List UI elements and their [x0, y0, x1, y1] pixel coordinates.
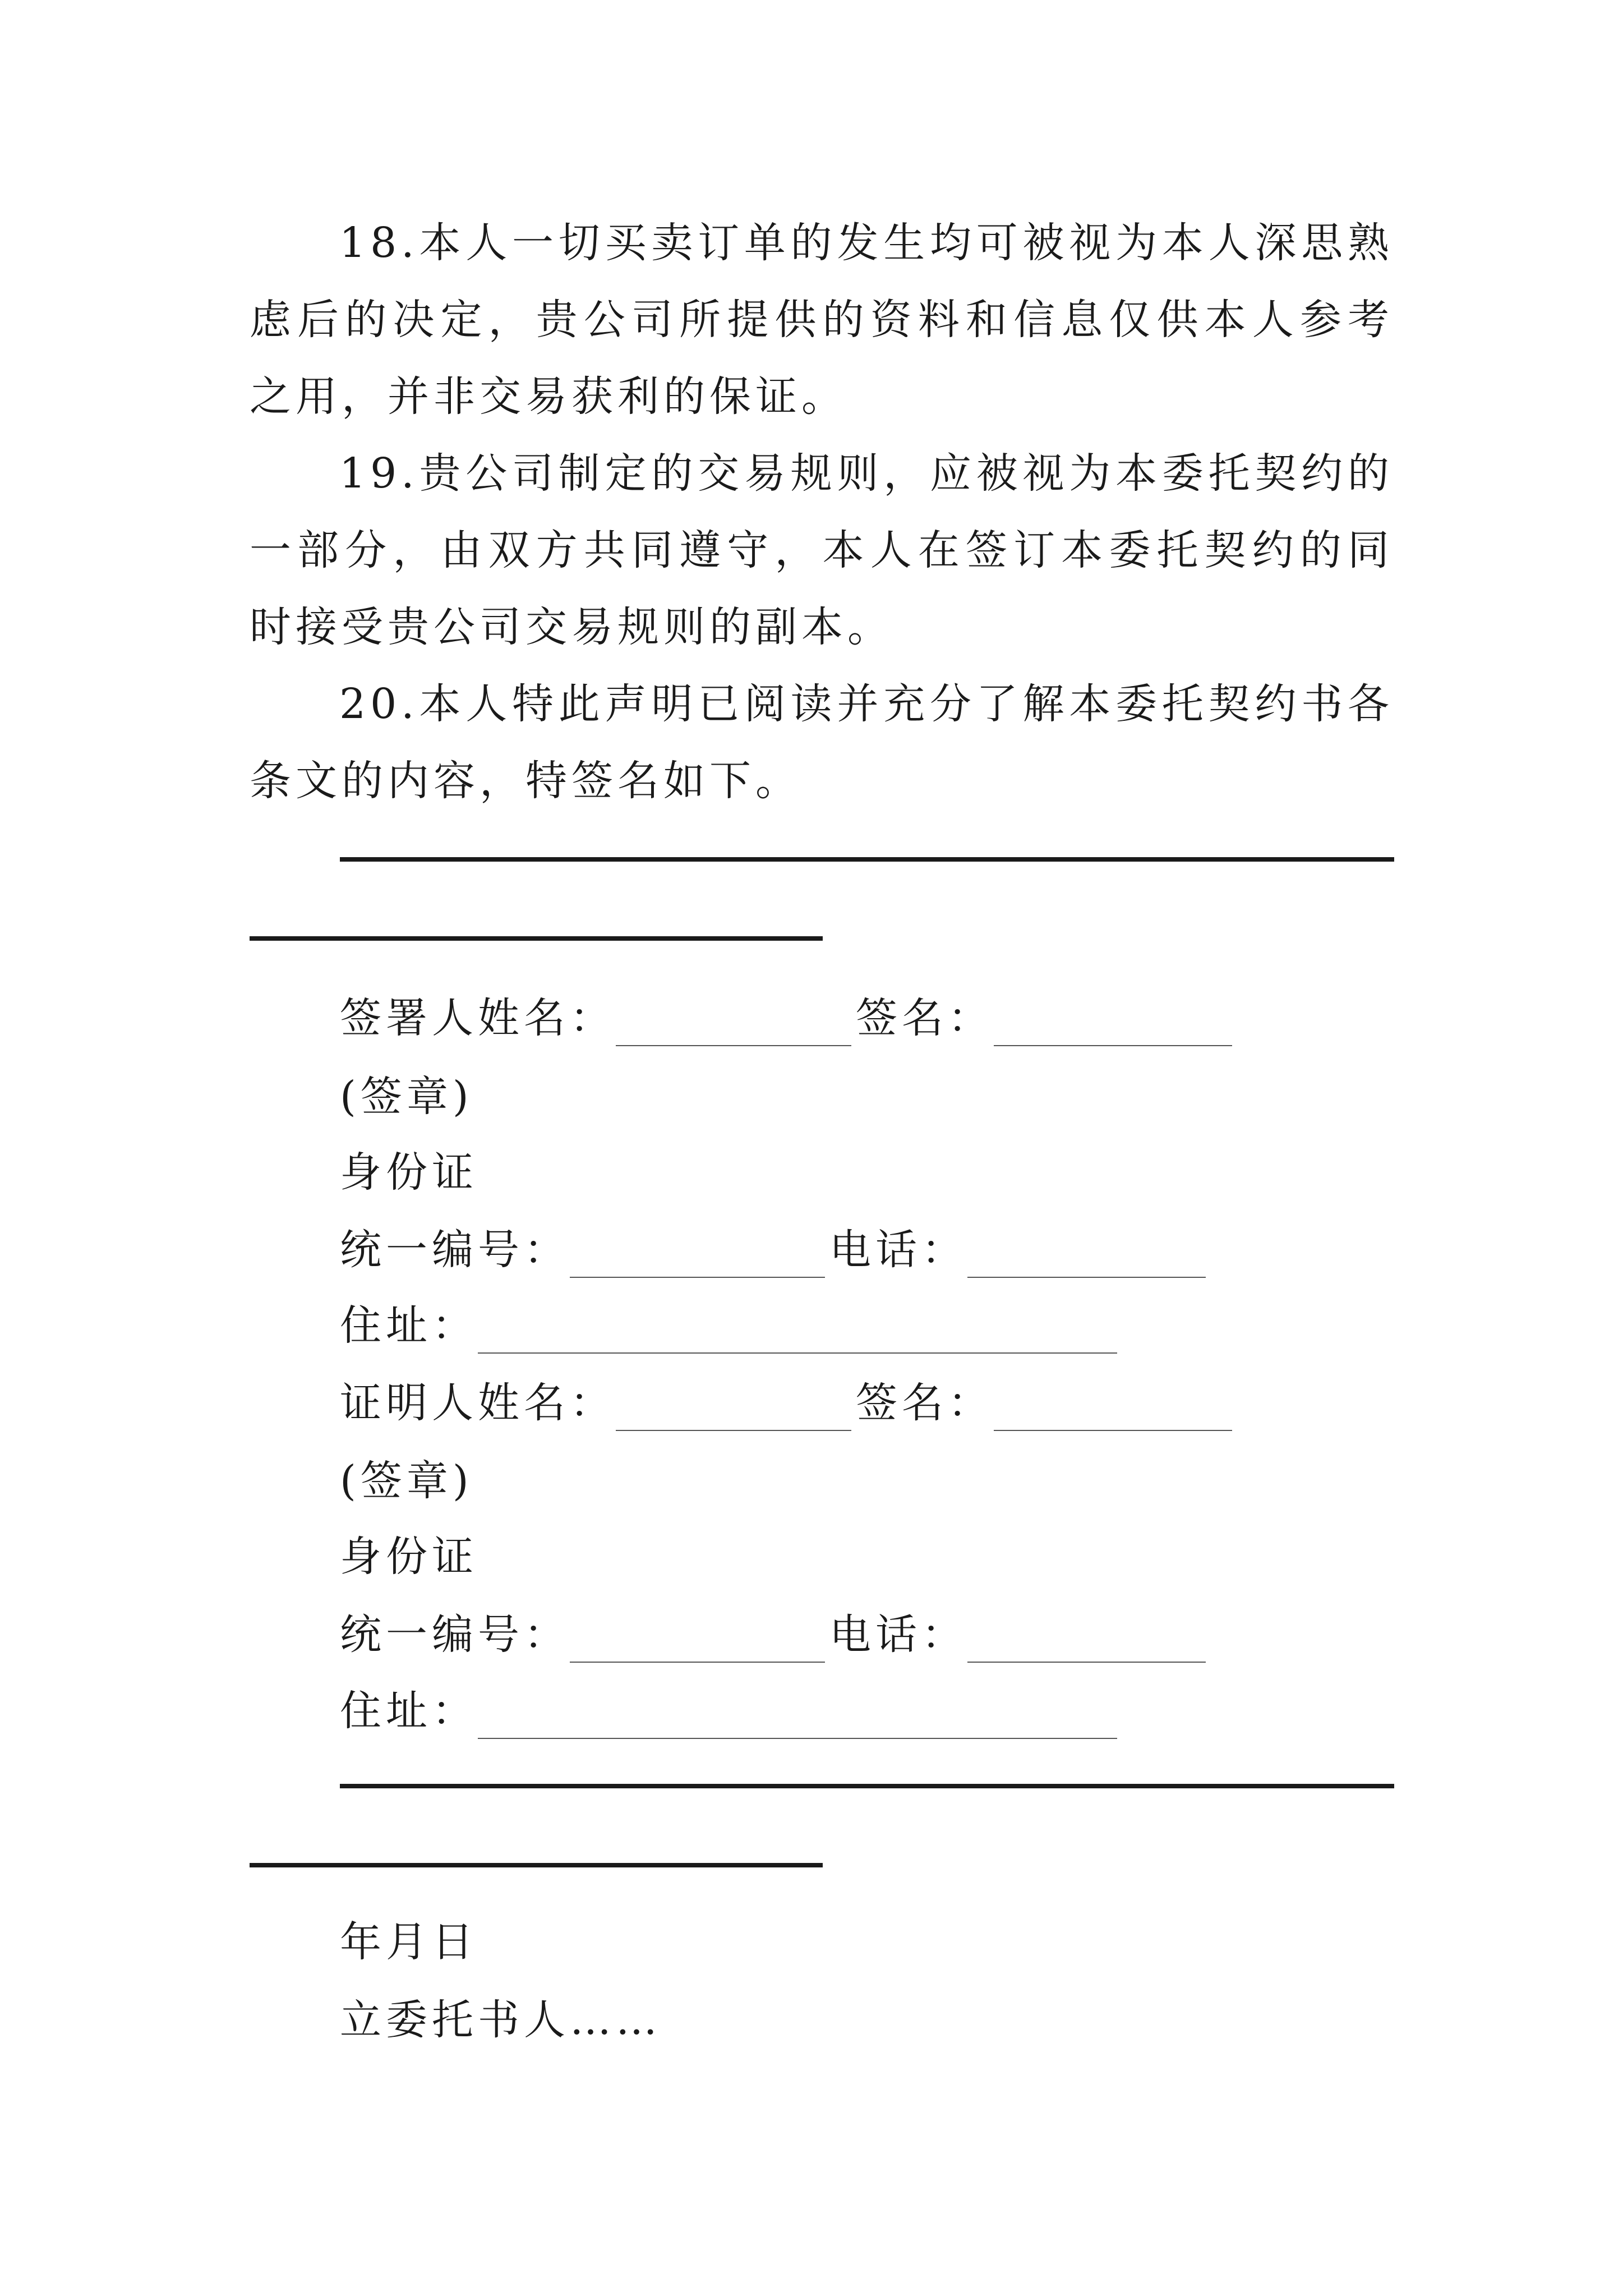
date-label: 年月日: [340, 1918, 478, 1966]
witness-id-label: 身份证: [340, 1533, 478, 1581]
client-row: [340, 1992, 662, 2048]
signer-seal-label: (签章): [340, 1073, 473, 1121]
signer-address-blank[interactable]: [478, 1311, 1117, 1354]
separator-line: [340, 1784, 1394, 1788]
witness-id-number-row: [340, 1607, 1210, 1663]
signer-sign-label: 签名：: [856, 994, 994, 1042]
signer-name-row: [340, 990, 1237, 1046]
signer-name-blank[interactable]: [616, 1004, 851, 1046]
separator-line: [340, 857, 1394, 862]
signer-seal-row: [340, 1069, 473, 1125]
witness-sign-blank[interactable]: [994, 1388, 1232, 1431]
witness-name-row: [340, 1375, 1237, 1431]
signer-id-label: 身份证: [340, 1148, 478, 1197]
signer-address-label: 住址：: [340, 1301, 478, 1350]
separator-line: [250, 1863, 823, 1867]
witness-name-label: 证明人姓名：: [340, 1379, 616, 1427]
witness-address-label: 住址：: [340, 1687, 478, 1735]
witness-address-row: [340, 1683, 1122, 1739]
signer-id-number-row: [340, 1222, 1210, 1278]
witness-seal-row: [340, 1453, 473, 1509]
clause-20: 20.本人特此声明已阅读并充分了解本委托契约书各条文的内容，特签名如下。: [250, 680, 1394, 805]
witness-id-number-blank[interactable]: [570, 1620, 825, 1663]
signer-id-number-blank[interactable]: [570, 1235, 825, 1278]
witness-name-blank[interactable]: [616, 1388, 851, 1431]
signer-address-row: [340, 1297, 1122, 1354]
signer-id-number-label: 统一编号：: [340, 1226, 570, 1274]
witness-phone-label: 电话：: [829, 1611, 967, 1659]
witness-sign-label: 签名：: [856, 1379, 994, 1427]
witness-address-blank[interactable]: [478, 1696, 1117, 1739]
signer-name-label: 签署人姓名：: [340, 994, 616, 1042]
witness-id-number-label: 统一编号：: [340, 1611, 570, 1659]
clause-19: 19.贵公司制定的交易规则，应被视为本委托契约的一部分，由双方共同遵守，本人在签订本委托契约的同时接受贵公司交易规则的副本。: [250, 449, 1394, 651]
date-row: [340, 1914, 478, 1970]
clause-18: 18.本人一切买卖订单的发生均可被视为本人深思熟虑后的决定，贵公司所提供的资料和信息仅供本人参考之用，并非交易获利的保证。: [250, 219, 1394, 421]
witness-phone-blank[interactable]: [967, 1620, 1206, 1663]
witness-id-row: [340, 1529, 478, 1585]
witness-seal-label: (签章): [340, 1457, 473, 1505]
signer-phone-label: 电话：: [829, 1226, 967, 1274]
signer-sign-blank[interactable]: [994, 1004, 1232, 1046]
client-label: 立委托书人……: [340, 1996, 662, 2044]
signer-phone-blank[interactable]: [967, 1235, 1206, 1278]
signer-id-row: [340, 1144, 478, 1200]
separator-line: [250, 936, 823, 941]
